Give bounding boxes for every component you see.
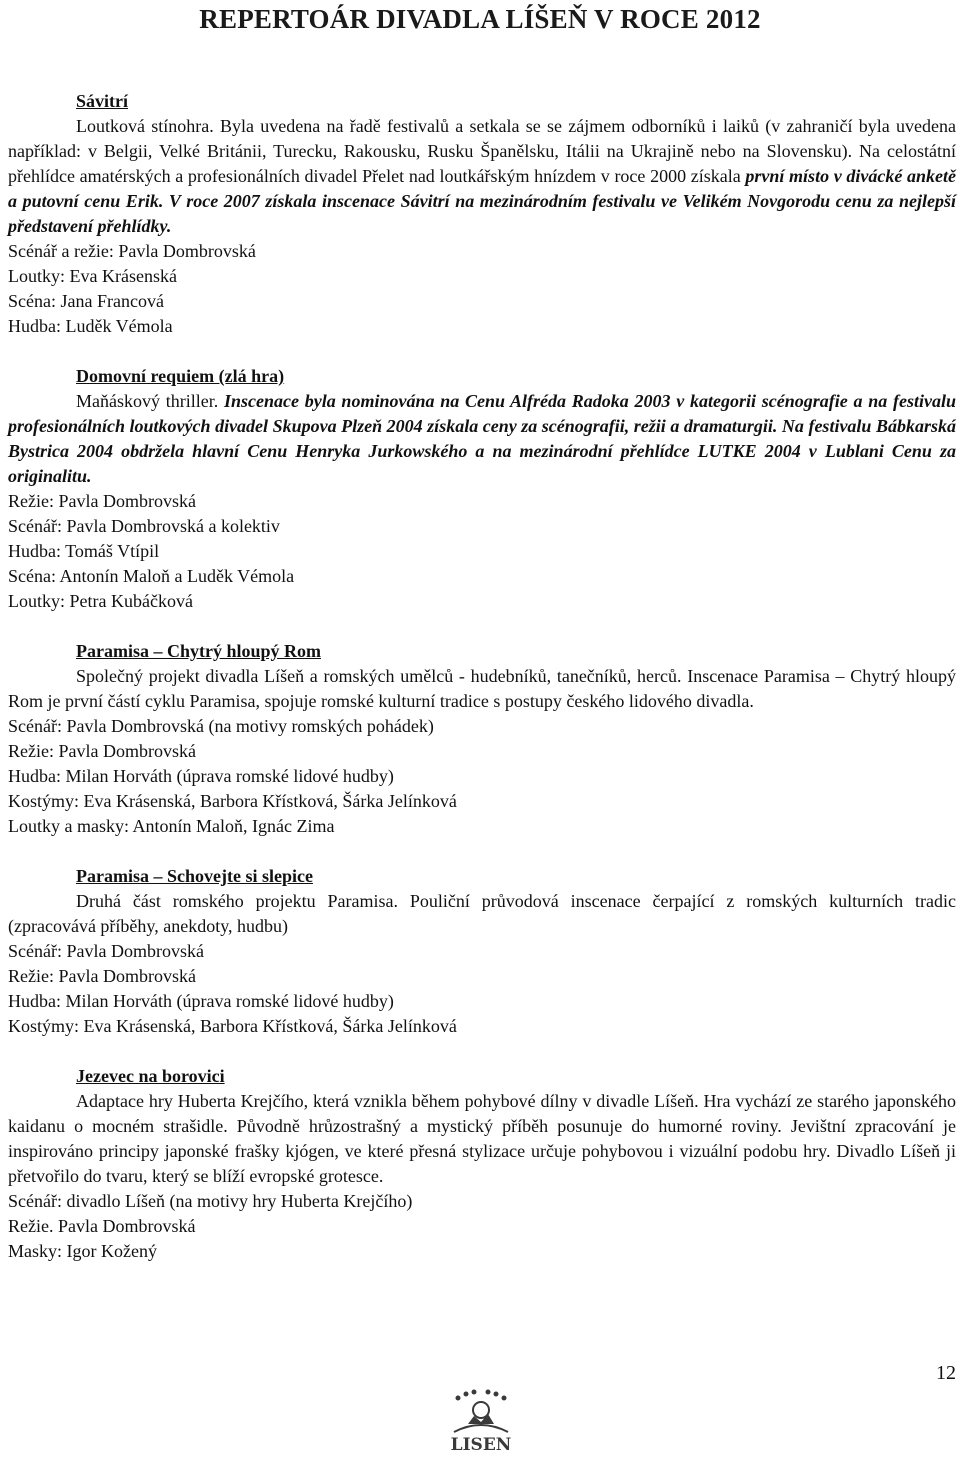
page-title: REPERTOÁR DIVADLA LÍŠEŇ V ROCE 2012: [199, 4, 761, 34]
theatre-logo: [446, 1388, 516, 1458]
credit-line: Hudba: Milan Horváth (úprava romské lidové hudby): [8, 991, 394, 1011]
section-description: [8, 664, 956, 714]
credit-line: Kostýmy: Eva Krásenská, Barbora Křístková, Šárka Jelínková: [8, 791, 457, 811]
credit-line: Režie. Pavla Dombrovská: [8, 1216, 196, 1236]
theatre-logo-icon: [446, 1388, 516, 1458]
page-number: 12: [936, 1362, 956, 1384]
section: [8, 364, 956, 614]
body-text: Adaptace hry Huberta Krejčího, která vznikla během pohybové dílny v divadle Líšeň. Hra vychází ze starého japonského kaidanu o mocném strašidle. Původně hrůzostrašný a mystický příběh posunuje do humorné roviny. Jevištní zpracování je inspirováno principy japonské frašky kjógen, ve které přesná stylizace určuje pohybovou i vizuální podobu hry. Divadlo Líšeň ji přetvořilo do tvaru, který se blíží evropské grotesce.: [8, 1091, 956, 1186]
credit-line: Scénář a režie: Pavla Dombrovská: [8, 241, 256, 261]
section-title: Paramisa – Schovejte si slepice: [76, 866, 313, 886]
credit-line: Scénář: Pavla Dombrovská a kolektiv: [8, 516, 280, 536]
credit-line: Režie: Pavla Dombrovská: [8, 966, 196, 986]
emphasis-text: první místo v divácké anketě a putovní cenu Erik. V roce 2007 získala inscenace Sávitrí na mezinárodním festivalu ve Velikém Novgorodu cenu za nejlepší představení přehlídky.: [8, 166, 957, 236]
section-title: Paramisa – Chytrý hloupý Rom: [76, 641, 322, 661]
credit-line: Masky: Igor Kožený: [8, 1241, 157, 1261]
body-text: Maňáskový thriller.: [76, 391, 224, 411]
svg-text:LISEN: LISEN: [450, 1435, 512, 1455]
credit-line: Scénář: Pavla Dombrovská (na motivy romských pohádek): [8, 716, 434, 736]
credit-line: Loutky: Petra Kubáčková: [8, 591, 193, 611]
credit-line: Scéna: Jana Francová: [8, 291, 164, 311]
section-description: [8, 389, 956, 489]
section: [8, 639, 956, 839]
section-title: Sávitrí: [76, 91, 128, 111]
credit-line: Loutky a masky: Antonín Maloň, Ignác Zima: [8, 816, 335, 836]
section-title: Domovní requiem (zlá hra): [76, 366, 285, 386]
credit-line: Kostýmy: Eva Krásenská, Barbora Křístková, Šárka Jelínková: [8, 1016, 457, 1036]
credit-line: Loutky: Eva Krásenská: [8, 266, 177, 286]
credit-line: Scéna: Antonín Maloň a Luděk Vémola: [8, 566, 295, 586]
body-text: Společný projekt divadla Líšeň a romských umělců - hudebníků, tanečníků, herců. Inscenace Paramisa – Chytrý hloupý Rom je první částí cyklu Paramisa, spojuje romské kulturní tradice s postupy českého lidového divadla.: [8, 666, 956, 711]
body-text: Loutková stínohra. Byla uvedena na řadě festivalů a setkala se se zájmem odborníků i laiků (v zahraničí byla uvedena například: v Belgii, Velké Británii, Turecku, Rakousku, Rusku Španělsku, Itálii na Ukrajině nebo na Slovensku). Na celostátní přehlídce amatérských a profesionálních divadel Přelet nad loutkářským hnízdem v roce 2000 získala: [8, 116, 956, 186]
section: [8, 1064, 956, 1264]
section-title: Jezevec na borovici: [76, 1066, 225, 1086]
section-description: [8, 114, 956, 239]
document-body: [8, 89, 956, 1289]
credit-line: Scénář: Pavla Dombrovská: [8, 941, 204, 961]
section-description: [8, 889, 956, 939]
credit-line: Režie: Pavla Dombrovská: [8, 741, 196, 761]
emphasis-text: Na festivalu Bábkarská Bystrica 2004 obdržela hlavní Cenu Henryka Jurkowského a na mezinárodní přehlídce LUTKE 2004 v Lublani Cenu za originalitu.: [8, 416, 956, 486]
credit-line: Scénář: divadlo Líšeň (na motivy hry Huberta Krejčího): [8, 1191, 413, 1211]
section: [8, 89, 956, 339]
section: [8, 864, 956, 1039]
credit-line: Hudba: Luděk Vémola: [8, 316, 173, 336]
credit-line: Režie: Pavla Dombrovská: [8, 491, 196, 511]
emphasis-text: Inscenace byla nominována na Cenu Alfréda Radoka 2003 v kategorii scénografie a na festivalu profesionálních loutkových divadel Skupova Plzeň 2004 získala ceny za scénografii, režii a dramaturgii.: [8, 391, 956, 436]
body-text: Druhá část romského projektu Paramisa. Pouliční průvodová inscenace čerpající z romských kulturních tradic (zpracovává příběhy, anekdoty, hudbu): [8, 891, 956, 936]
section-description: [8, 1089, 956, 1189]
credit-line: Hudba: Milan Horváth (úprava romské lidové hudby): [8, 766, 394, 786]
credit-line: Hudba: Tomáš Vtípil: [8, 541, 160, 561]
